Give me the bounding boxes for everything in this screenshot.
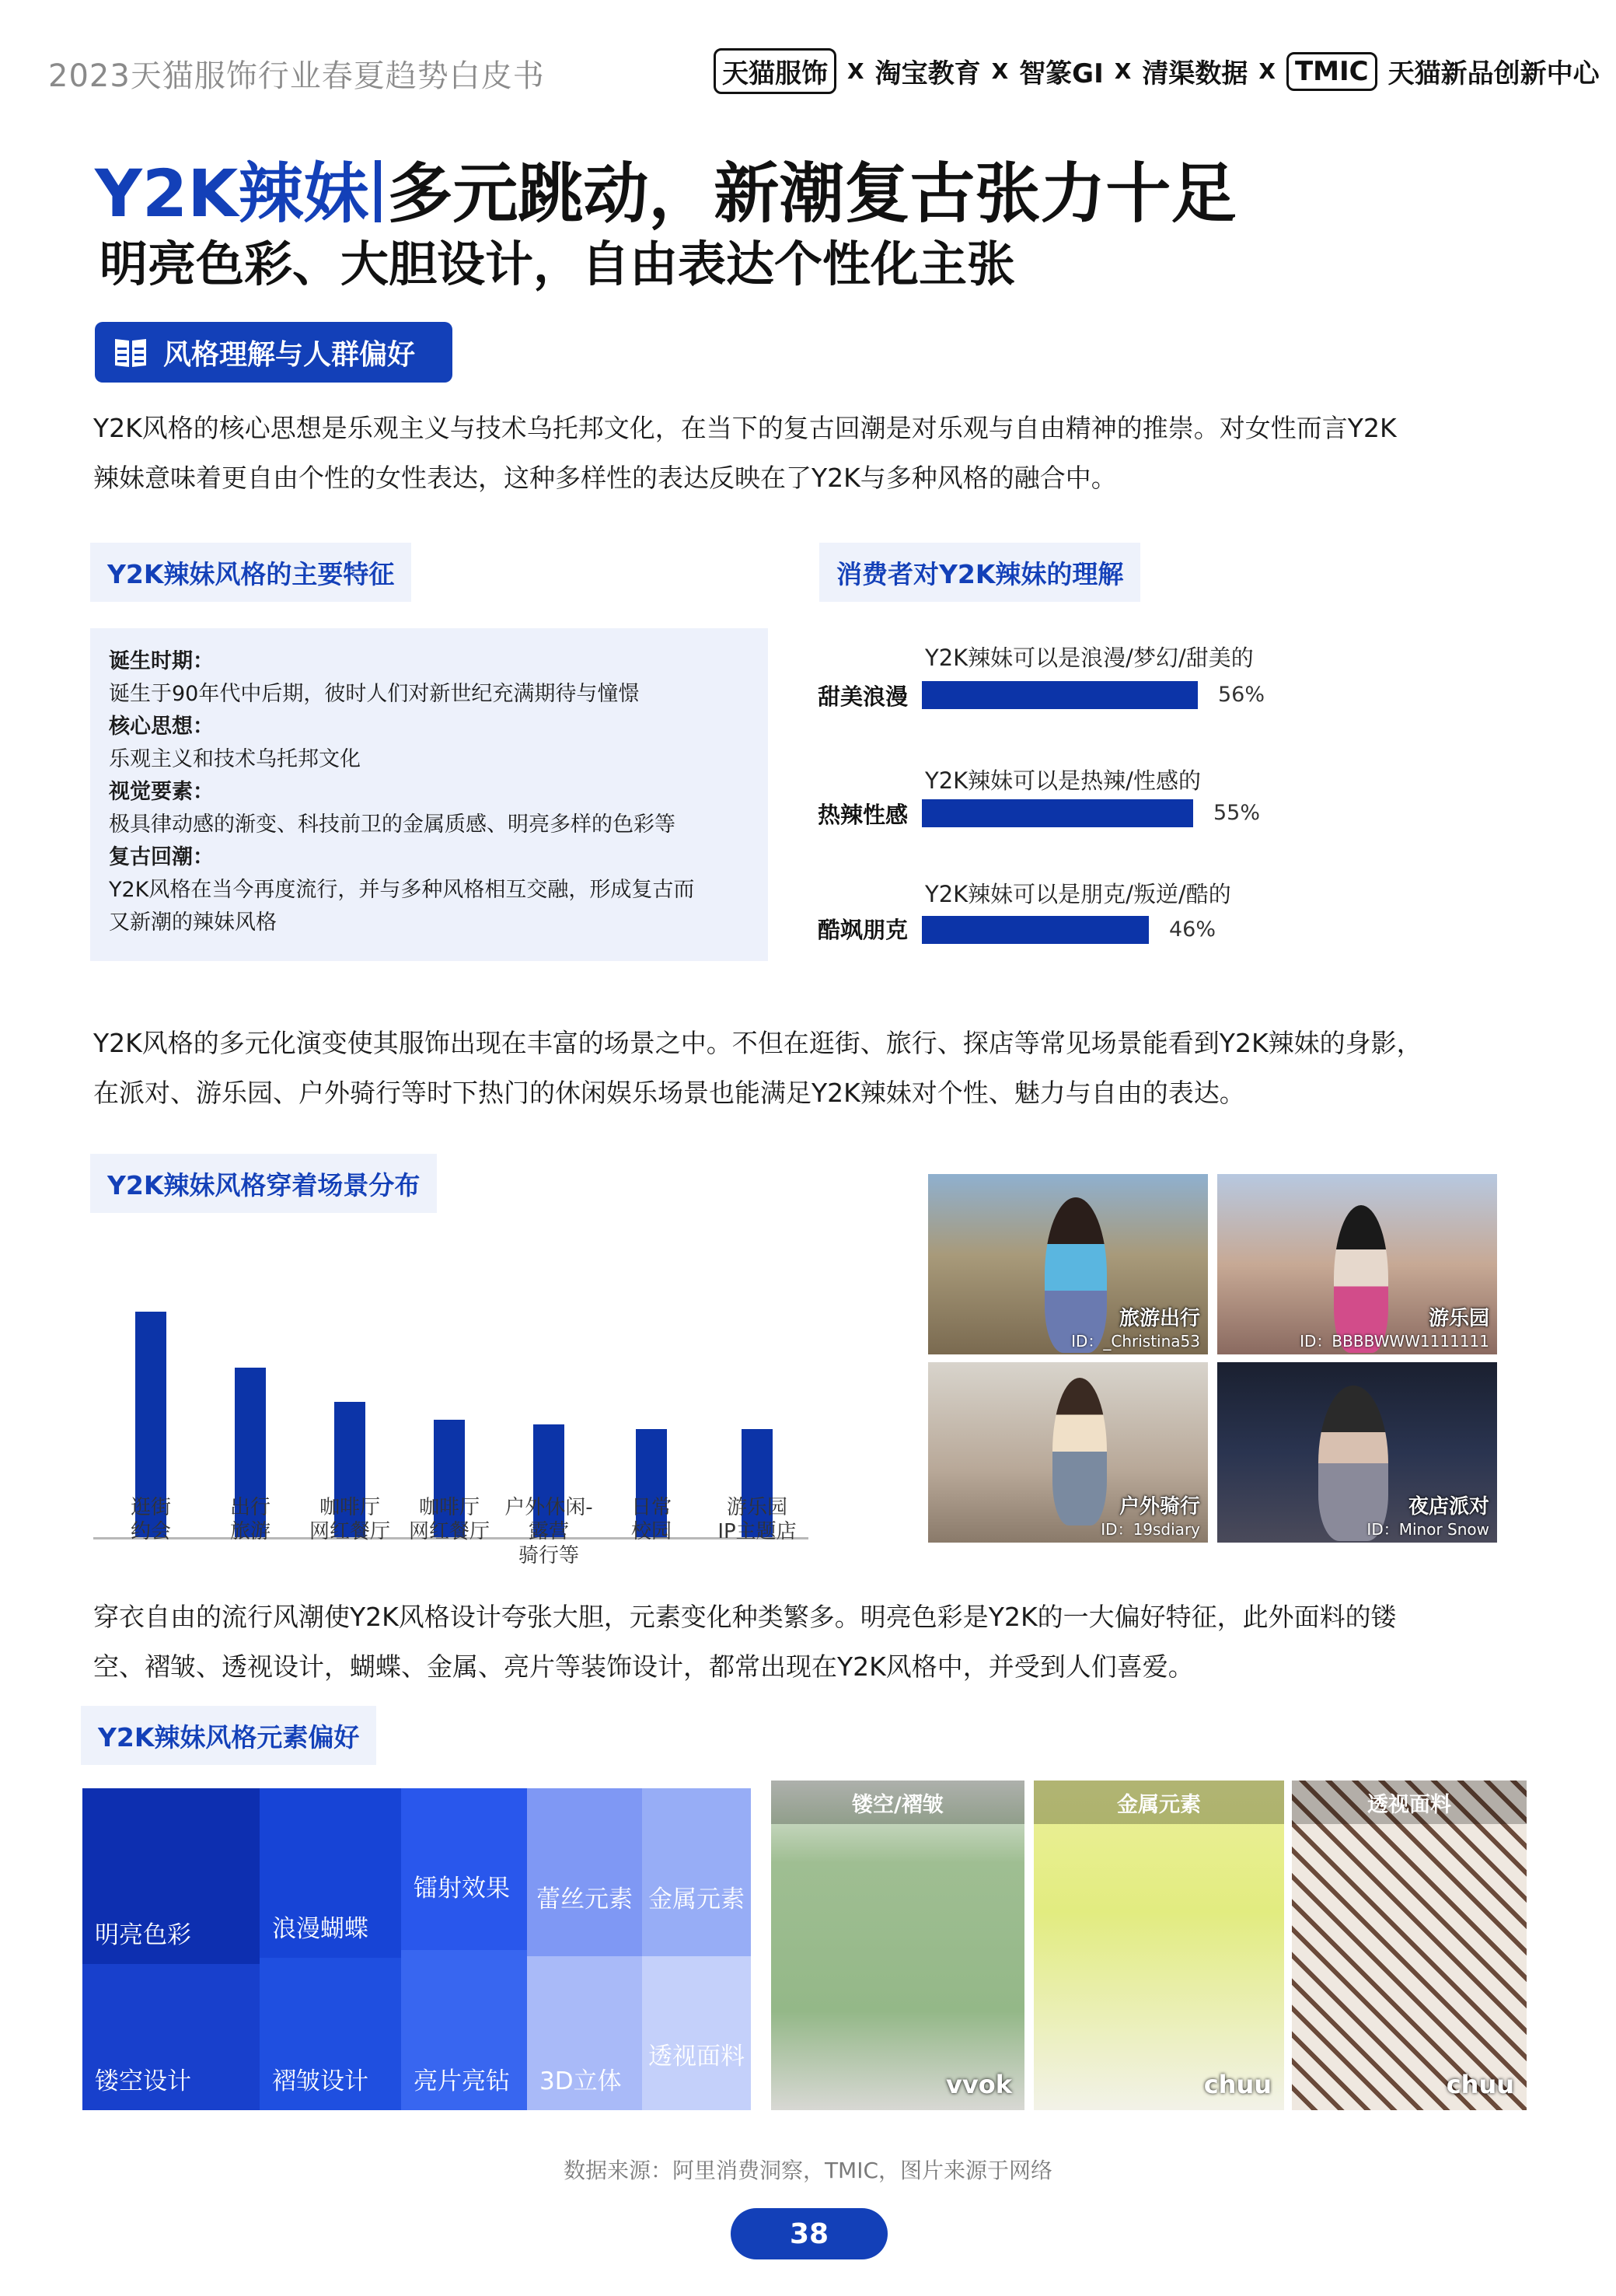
x-tick-label: 咖啡厅 网红餐厅 [408,1496,490,1543]
book-icon [113,337,148,368]
consumer-caption: Y2K辣妹可以是热辣/性感的 [925,767,1201,794]
title-divider [375,160,381,222]
treemap-cell: 金属元素 [642,1788,751,1956]
photo-caption: 旅游出行 [1119,1307,1200,1330]
page-number: 38 [731,2208,888,2259]
features-label: Y2K辣妹风格的主要特征 [90,543,411,602]
consumer-bar [922,916,1149,944]
treemap-cell: 浪漫蝴蝶 [260,1788,401,1958]
photo-caption: 户外骑行 [1119,1495,1200,1518]
consumer-value: 46% [1169,917,1216,942]
page-subtitle: 明亮色彩、大胆设计，自由表达个性化主张 [99,236,1016,292]
brand-label: chuu [1446,2070,1514,2099]
paragraph-line: 在派对、游乐园、户外骑行等时下热门的休闲娱乐场景也能满足Y2K辣妹对个性、魅力与自由的表达。 [93,1078,1245,1108]
feature-heading: 核心思想： [109,715,214,739]
photo-credit: ID：19sdiary [1101,1520,1200,1539]
document-title: 2023天猫服饰行业春夏趋势白皮书 [48,58,545,94]
feature-heading: 诞生时期： [109,649,214,673]
consumer-category: 甜美浪漫 [818,683,909,710]
title-accent: Y2K辣妹 [95,156,369,232]
paragraph-line: Y2K风格的多元化演变使其服饰出现在丰富的场景之中。不但在逛街、旅行、探店等常见场景能看到Y2K辣妹的身影， [93,1028,1422,1058]
partner-separator: X [1258,58,1276,84]
partner-logo-zhizhuan: 智篆GI [1019,58,1104,89]
feature-body: 乐观主义和技术乌托邦文化 [109,747,361,771]
paragraph-line: 空、褶皱、透视设计，蝴蝶、金属、亮片等装饰设计，都常出现在Y2K风格中，并受到人们喜爱。 [93,1651,1194,1682]
partner-logos [714,48,1600,94]
partner-separator: X [1114,58,1132,84]
partner-separator: X [847,58,864,84]
partner-logo-taobao-education: 淘宝教育 [874,58,981,89]
photo-club-party [1217,1362,1497,1543]
feature-heading: 视觉要素： [109,780,214,804]
title-main: 多元跳动，新潮复古张力十足 [387,156,1237,232]
x-tick-label: 出行 旅游 [229,1496,270,1543]
features-panel [90,628,768,961]
treemap-cell: 蕾丝元素 [527,1788,642,1956]
photo-travel [928,1174,1208,1354]
paragraph-line: 穿衣自由的流行风潮使Y2K风格设计夸张大胆，元素变化种类繁多。明亮色彩是Y2K的一大偏好特征，此外面料的镂 [93,1602,1397,1632]
treemap-cell: 明亮色彩 [82,1788,260,1964]
partner-separator: X [991,58,1009,84]
intro-paragraph [93,404,1531,503]
scene-bar-chart [93,1244,808,1539]
feature-body: Y2K风格在当今再度流行，并与多种风格相互交融，形成复古而 [109,878,695,902]
elements-paragraph [93,1592,1531,1692]
brand-label: vvok [946,2070,1012,2099]
feature-body: 极具律动感的渐变、科技前卫的金属质感、明亮多样的色彩等 [109,813,675,837]
brand-label: chuu [1203,2070,1272,2099]
section-header-label: 风格理解与人群偏好 [163,338,416,371]
treemap-cell: 透视面料 [642,1956,751,2110]
scene-paragraph [93,1019,1531,1118]
feature-body: 诞生于90年代中后期，彼时人们对新世纪充满期待与憧憬 [109,682,640,706]
photo-credit: ID：BBBBWWW1111111 [1300,1332,1489,1351]
consumer-bar [922,799,1193,827]
photo-caption: 夜店派对 [1408,1495,1489,1518]
feature-body: 又新潮的辣妹风格 [109,910,277,935]
partner-logo-tmall-innovation: 天猫新品创新中心 [1387,58,1600,89]
consumer-bar [922,681,1198,709]
partner-logo-tmall-fashion: 天猫服饰 [714,48,836,94]
section-header [95,322,452,383]
consumer-label: 消费者对Y2K辣妹的理解 [819,543,1140,602]
elements-label: Y2K辣妹风格元素偏好 [81,1706,376,1765]
photo-sheer-garment [1292,1781,1527,2110]
partner-logo-qingqu: 清渠数据 [1142,58,1248,89]
photo-credit: ID：_Christina53 [1071,1332,1200,1351]
partner-logo-tmic: TMIC [1286,52,1377,91]
consumer-category: 酷飒朋克 [818,917,909,943]
feature-heading: 复古回潮： [109,845,214,869]
treemap-cell: 褶皱设计 [260,1958,401,2110]
photo-header: 镂空/褶皱 [771,1781,1024,1824]
treemap-cell: 亮片亮钻 [401,1950,527,2110]
photo-header: 金属元素 [1034,1781,1284,1824]
photo-metal-garment [1034,1781,1284,2110]
photo-cycling [928,1362,1208,1543]
consumer-caption: Y2K辣妹可以是朋克/叛逆/酷的 [925,881,1231,907]
x-tick-label: 日常 校园 [630,1496,672,1543]
paragraph-line: Y2K风格的核心思想是乐观主义与技术乌托邦文化，在当下的复古回潮是对乐观与自由精神的推崇。对女性而言Y2K [93,413,1397,443]
data-source: 数据来源：阿里消费洞察，TMIC，图片来源于网络 [563,2158,1053,2183]
photo-header: 透视面料 [1292,1781,1527,1824]
x-tick-label: 咖啡厅 网红餐厅 [309,1496,390,1543]
x-tick-label: 游乐园 IP主题店 [717,1496,797,1543]
photo-cutout-garment [771,1781,1024,2110]
consumer-caption: Y2K辣妹可以是浪漫/梦幻/甜美的 [925,645,1254,671]
photo-credit: ID：Minor Snow [1366,1520,1489,1539]
consumer-value: 56% [1218,683,1265,707]
consumer-value: 55% [1213,801,1261,825]
treemap-cell: 镂空设计 [82,1964,260,2110]
photo-caption: 游乐园 [1428,1307,1489,1330]
photo-figure [1052,1378,1107,1525]
photo-amusement-park [1217,1174,1497,1354]
treemap-cell: 3D立体 [527,1956,642,2110]
paragraph-line: 辣妹意味着更自由个性的女性表达，这种多样性的表达反映在了Y2K与多种风格的融合中。 [93,463,1117,493]
treemap-cell: 镭射效果 [401,1788,527,1950]
chart-title: Y2K辣妹风格穿着场景分布 [90,1154,437,1213]
x-tick-label: 逛街 约会 [130,1496,171,1543]
consumer-category: 热辣性感 [818,802,909,828]
x-tick-label: 户外休闲-露营 骑行等 [504,1496,593,1567]
page-title [95,142,1236,236]
